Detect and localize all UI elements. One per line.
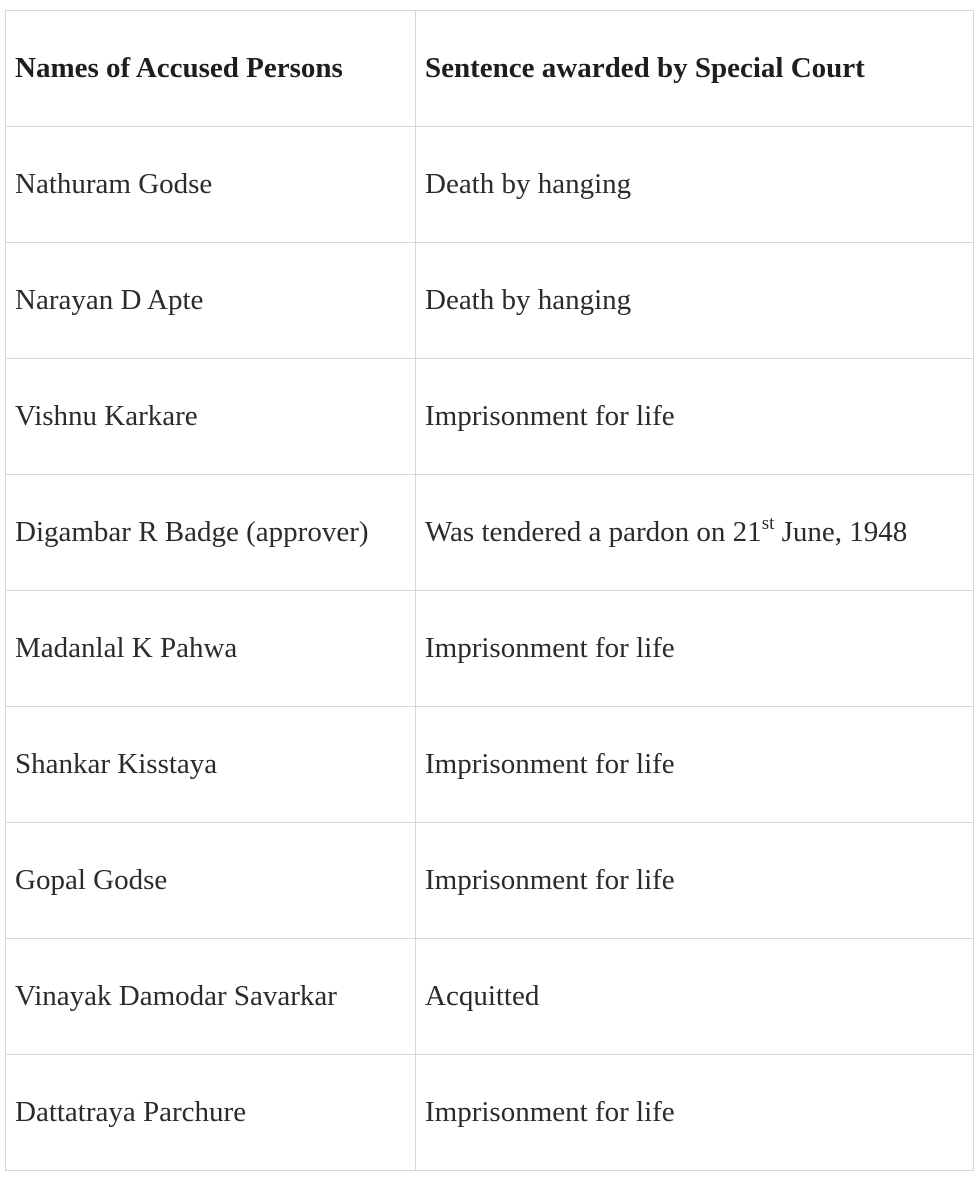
header-names: Names of Accused Persons bbox=[6, 11, 416, 127]
accused-name: Vishnu Karkare bbox=[6, 359, 416, 475]
sentence-cell: Death by hanging bbox=[416, 243, 974, 359]
sentence-cell: Imprisonment for life bbox=[416, 591, 974, 707]
sentence-cell: Imprisonment for life bbox=[416, 359, 974, 475]
table-row bbox=[6, 1055, 974, 1171]
table-row bbox=[6, 127, 974, 243]
accused-name: Madanlal K Pahwa bbox=[6, 591, 416, 707]
accused-name: Digambar R Badge (approver) bbox=[6, 475, 416, 591]
accused-name: Dattatraya Parchure bbox=[6, 1055, 416, 1171]
sentence-cell: Imprisonment for life bbox=[416, 823, 974, 939]
sentence-text-before: Was tendered a pardon on 21 bbox=[425, 516, 762, 548]
accused-name: Nathuram Godse bbox=[6, 127, 416, 243]
header-row bbox=[6, 11, 974, 127]
accused-name: Shankar Kisstaya bbox=[6, 707, 416, 823]
table-row bbox=[6, 939, 974, 1055]
header-sentence: Sentence awarded by Special Court bbox=[416, 11, 974, 127]
table-row bbox=[6, 475, 974, 591]
sentence-cell: Imprisonment for life bbox=[416, 1055, 974, 1171]
table-row bbox=[6, 591, 974, 707]
accused-name: Gopal Godse bbox=[6, 823, 416, 939]
sentence-cell bbox=[416, 475, 974, 591]
sentence-cell: Death by hanging bbox=[416, 127, 974, 243]
table-row bbox=[6, 823, 974, 939]
table-row bbox=[6, 359, 974, 475]
sentence-text-after: June, 1948 bbox=[774, 516, 908, 548]
sentence-cell: Imprisonment for life bbox=[416, 707, 974, 823]
sentence-table bbox=[5, 10, 974, 1171]
accused-name: Narayan D Apte bbox=[6, 243, 416, 359]
ordinal-suffix: st bbox=[761, 513, 775, 534]
table-row bbox=[6, 707, 974, 823]
accused-name: Vinayak Damodar Savarkar bbox=[6, 939, 416, 1055]
table-row bbox=[6, 243, 974, 359]
sentence-cell: Acquitted bbox=[416, 939, 974, 1055]
